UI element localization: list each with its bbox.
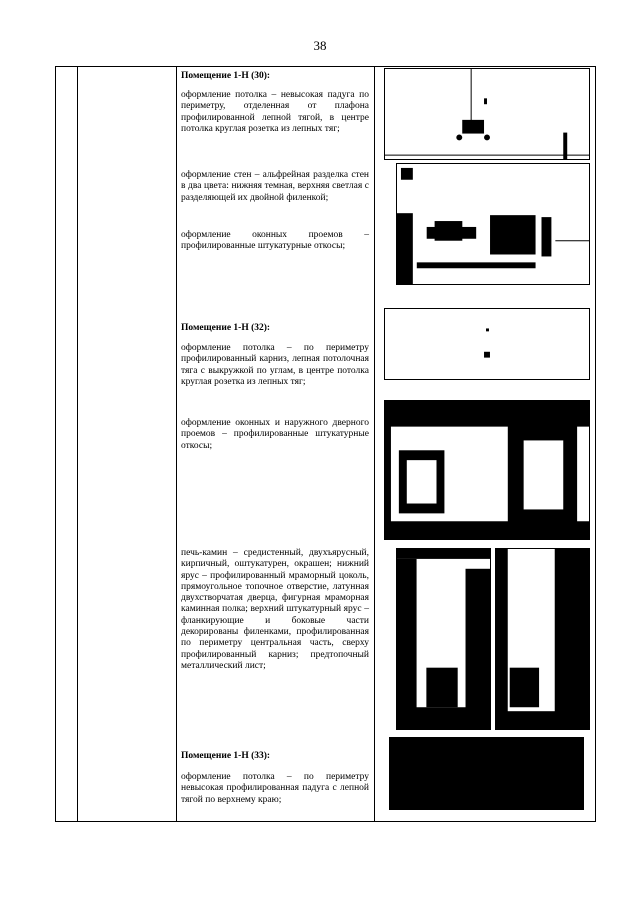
- column-divider: [176, 67, 177, 821]
- photo-fireplace-right: [495, 548, 590, 730]
- section-text: печь-камин – средистенный, двухъярусный, кирпичный, оштукатурен, окрашен; нижний ярус – профилированный мраморный цоколь, прямоугольное топочное отверстие, латунная двухстворчатая дверца, фигурная мраморная каминная полка; верхний штукатурный ярус – фланкирующие и боковые части декорированы филенками, профилированная по периметру центральная часть, сверху профилированный карниз; предтопочный металлический лист;: [181, 548, 369, 671]
- column-divider: [77, 67, 78, 821]
- section-text: оформление потолка – по периметру невысокая профилированная падуга с лепной тягой по верхнему краю;: [181, 772, 369, 805]
- column-divider: [374, 67, 375, 821]
- section-text: оформление потолка – по периметру профилированный карниз, лепная потолочная тяга с выкружкой по углам, в центре потолка круглая розетка из лепных тяг;: [181, 343, 369, 387]
- photo-window-door: [384, 400, 590, 540]
- section-heading: Помещение 1-Н (32):: [181, 323, 271, 333]
- photo-ceiling-dark: [389, 737, 584, 810]
- section-heading: Помещение 1-Н (33):: [181, 751, 271, 761]
- photo-ceiling-rosette: [384, 308, 590, 380]
- photo-room-walls: [396, 163, 590, 285]
- page-number: 38: [313, 38, 327, 53]
- section-heading: Помещение 1-Н (30):: [181, 71, 271, 81]
- photo-fireplace-left: [396, 548, 491, 730]
- section-text: оформление стен – альфрейная разделка стен в два цвета: нижняя темная, верхняя светлая с разделяющей их двойной филенкой;: [181, 170, 369, 203]
- section-text: оформление потолка – невысокая падуга по периметру, отделенная от плафона профилированной лепной тягой, в центре потолка круглая розетка из лепных тяг;: [181, 90, 369, 134]
- photo-ceiling-chandelier: [384, 68, 590, 160]
- section-text: оформление оконных и наружного дверного проемов – профилированные штукатурные откосы;: [181, 418, 369, 451]
- section-text: оформление оконных проемов – профилированные штукатурные откосы;: [181, 230, 369, 252]
